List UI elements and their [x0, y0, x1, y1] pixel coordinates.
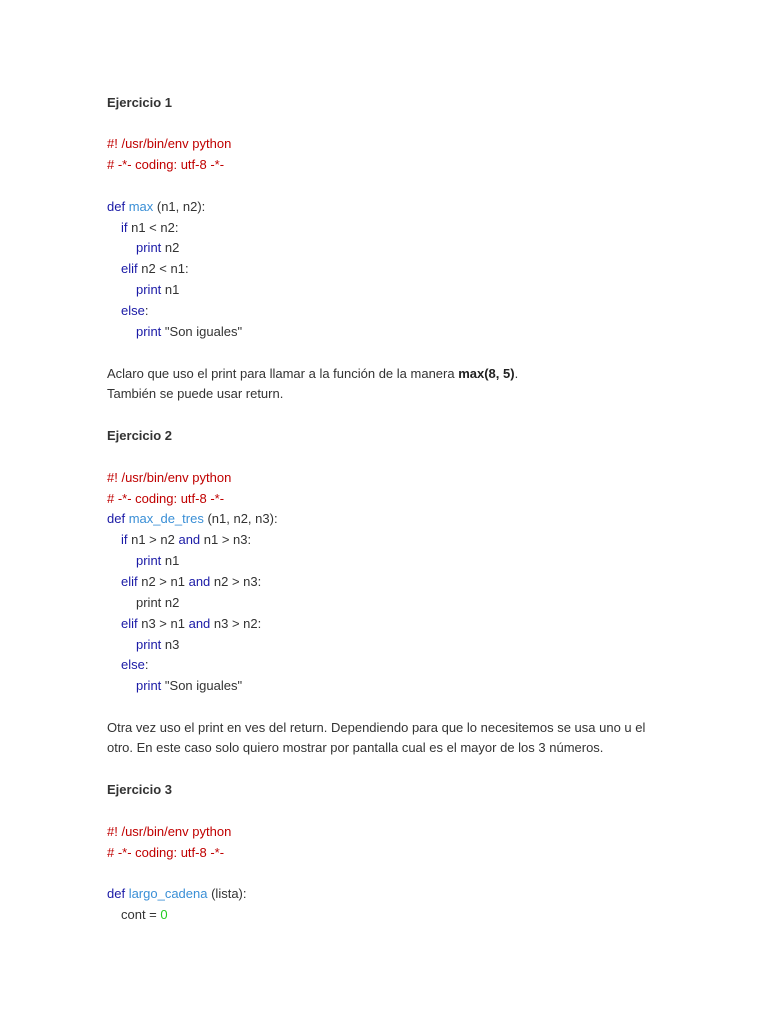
code-line: [107, 470, 231, 485]
paragraph-line: [107, 720, 645, 735]
code-token: elif: [121, 261, 138, 276]
code-token: n3 > n2:: [210, 616, 262, 631]
code-line: [136, 553, 179, 568]
code-token: print: [136, 678, 162, 693]
code-line: [121, 907, 168, 922]
paragraph-line: [107, 740, 603, 755]
code-token: (n1, n2):: [153, 199, 206, 214]
code-token: largo_cadena: [128, 886, 208, 901]
paragraph-text: Aclaro que uso el print para llamar a la función de la manera: [107, 366, 459, 381]
code-token: n2: [161, 240, 180, 255]
code-token: :: [144, 657, 149, 672]
code-token: and: [178, 532, 201, 547]
code-token: n1 < n2:: [127, 220, 179, 235]
code-token: n1 > n2: [127, 532, 179, 547]
code-line: [136, 324, 242, 339]
section-heading: Ejercicio 2: [107, 428, 173, 443]
code-token: else: [121, 657, 145, 672]
code-line: [121, 574, 261, 589]
code-token: 0: [160, 907, 168, 922]
code-token: (lista):: [207, 886, 247, 901]
code-token: n3 > n1: [137, 616, 189, 631]
code-token: and: [188, 616, 211, 631]
code-line: [136, 637, 179, 652]
code-token: (n1, n2, n3):: [203, 511, 278, 526]
code-line: [107, 886, 246, 901]
code-token: def: [107, 199, 129, 214]
code-line: [121, 657, 148, 672]
code-line: [107, 511, 278, 526]
code-token: and: [188, 574, 211, 589]
code-token: else: [121, 303, 145, 318]
code-token: max_de_tres: [128, 511, 204, 526]
section-heading: Ejercicio 3: [107, 782, 173, 797]
code-line: [121, 616, 261, 631]
code-token: "Son iguales": [161, 678, 243, 693]
code-line: [107, 199, 205, 214]
code-token: "Son iguales": [161, 324, 243, 339]
code-token: if: [121, 532, 128, 547]
code-token: def: [107, 511, 129, 526]
code-token: max: [128, 199, 154, 214]
code-token: def: [107, 886, 129, 901]
code-token: print: [136, 240, 162, 255]
code-line: [121, 303, 148, 318]
code-token: n2 > n3:: [210, 574, 262, 589]
code-token: # -*- coding: utf-8 -*-: [107, 157, 225, 172]
code-token: n1: [161, 553, 180, 568]
code-line: [107, 845, 224, 860]
paragraph-text: También se puede usar return.: [107, 386, 284, 401]
paragraph-line: [107, 366, 518, 381]
paragraph-text: Otra vez uso el print en ves del return. Dependiendo para que lo necesitemos se usa uno u el: [107, 720, 646, 735]
code-token: n3: [161, 637, 180, 652]
paragraph-text: .: [514, 366, 519, 381]
code-token: #! /usr/bin/env python: [107, 136, 232, 151]
code-line: [121, 532, 251, 547]
code-line: [107, 157, 224, 172]
code-token: if: [121, 220, 128, 235]
code-line: [136, 595, 179, 610]
paragraph-line: [107, 386, 283, 401]
code-line: [107, 491, 224, 506]
code-token: elif: [121, 574, 138, 589]
section-heading: Ejercicio 1: [107, 95, 173, 110]
code-line: [107, 824, 231, 839]
code-token: :: [144, 303, 149, 318]
code-line: [121, 261, 189, 276]
code-token: #! /usr/bin/env python: [107, 824, 232, 839]
code-line: [136, 282, 179, 297]
paragraph-text: otro. En este caso solo quiero mostrar por pantalla cual es el mayor de los 3 números.: [107, 740, 604, 755]
code-line: [136, 678, 242, 693]
code-line: [136, 240, 179, 255]
code-line: [121, 220, 178, 235]
code-token: elif: [121, 616, 138, 631]
code-token: print: [136, 553, 162, 568]
code-line: [107, 136, 231, 151]
code-token: n1: [161, 282, 180, 297]
code-token: print: [136, 282, 162, 297]
code-token: #! /usr/bin/env python: [107, 470, 232, 485]
code-token: # -*- coding: utf-8 -*-: [107, 845, 225, 860]
code-token: n2 < n1:: [137, 261, 189, 276]
inline-code-bold: max(8, 5): [458, 366, 515, 381]
code-token: print: [136, 637, 162, 652]
code-token: print: [136, 324, 162, 339]
code-token: n1 > n3:: [200, 532, 252, 547]
code-token: n2 > n1: [137, 574, 189, 589]
code-token: # -*- coding: utf-8 -*-: [107, 491, 225, 506]
code-token: print n2: [136, 595, 180, 610]
code-token: cont =: [121, 907, 161, 922]
